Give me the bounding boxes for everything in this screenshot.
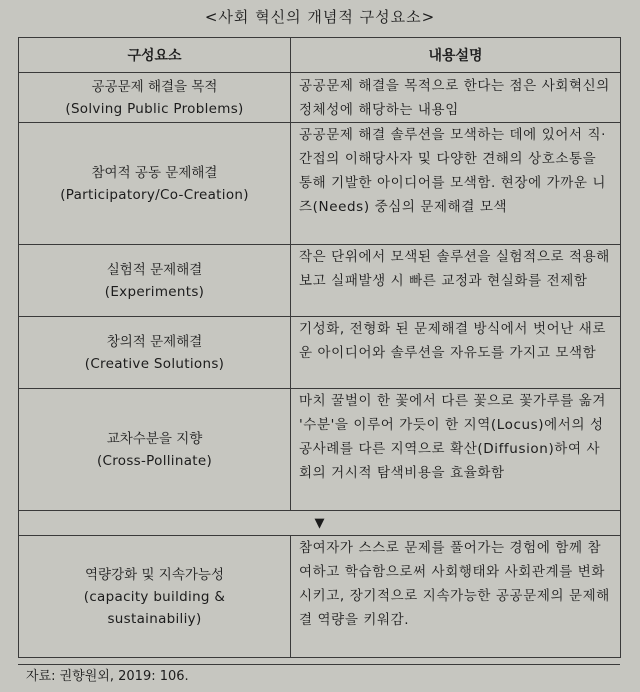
component-english: (Solving Public Problems) — [65, 100, 244, 117]
table-header-row — [19, 38, 621, 73]
component-korean: 실험적 문제해결 — [106, 261, 203, 278]
component-english: (Participatory/Co-Creation) — [60, 186, 249, 203]
description-cell: 공공문제 해결을 목적으로 한다는 점은 사회혁신의 정체성에 해당하는 내용임 — [291, 73, 621, 123]
component-cell — [19, 123, 291, 245]
component-english: (Experiments) — [104, 283, 205, 300]
description-cell: 작은 단위에서 모색된 솔루션을 실험적으로 적용해보고 실패발생 시 빠른 교정과 현실화를 전제함 — [291, 245, 621, 317]
description-cell: 마치 꿀벌이 한 꽃에서 다른 꽃으로 꽃가루를 옮겨 '수분'을 이루어 가듯이 한 지역(Locus)에서의 성공사례를 다른 지역으로 확산(Diffusion)하여 사회의 거시적 탐색비용을 효율화함 — [291, 389, 621, 511]
component-english-line2: sustainabiliy) — [107, 610, 202, 627]
table-row — [19, 317, 621, 389]
component-korean: 창의적 문제해결 — [106, 333, 203, 350]
table-row — [19, 73, 621, 123]
table-row — [19, 536, 621, 658]
table-row — [19, 123, 621, 245]
header-description: 내용설명 — [291, 38, 621, 73]
concept-table — [18, 37, 621, 658]
header-component: 구성요소 — [19, 38, 291, 73]
description-cell: 기성화, 전형화 된 문제해결 방식에서 벗어난 새로운 아이디어와 솔루션을 자유도를 가지고 모색함 — [291, 317, 621, 389]
component-cell — [19, 73, 291, 123]
table-title: <사회 혁신의 개념적 구성요소> — [204, 8, 436, 26]
arrow-row — [19, 511, 621, 536]
component-cell — [19, 317, 291, 389]
down-arrow-icon: ▼ — [19, 511, 621, 536]
component-cell — [19, 245, 291, 317]
component-cell — [19, 536, 291, 658]
component-english-line1: (capacity building & — [83, 588, 226, 605]
table-row — [19, 389, 621, 511]
component-english: (Cross-Pollinate) — [96, 452, 213, 469]
component-korean: 교차수분을 지향 — [106, 430, 203, 447]
description-cell: 참여자가 스스로 문제를 풀어가는 경험에 함께 참여하고 학습함으로써 사회행태와 사회관계를 변화시키고, 장기적으로 지속가능한 공공문제의 문제해결 역량을 키워감. — [291, 536, 621, 658]
component-korean: 역량강화 및 지속가능성 — [85, 566, 224, 583]
component-cell — [19, 389, 291, 511]
component-korean: 참여적 공동 문제해결 — [91, 164, 218, 181]
component-english: (Creative Solutions) — [84, 355, 225, 372]
description-cell: 공공문제 해결 솔루션을 모색하는 데에 있어서 직·간접의 이해당사자 및 다양한 견해의 상호소통을 통해 기발한 아이디어를 모색함. 현장에 가까운 니즈(Needs) 중심의 문제해결 모색 — [291, 123, 621, 245]
component-korean: 공공문제 해결을 목적 — [91, 78, 218, 95]
source-note: 자료: 권향원외, 2019: 106. — [18, 664, 620, 688]
table-row — [19, 245, 621, 317]
